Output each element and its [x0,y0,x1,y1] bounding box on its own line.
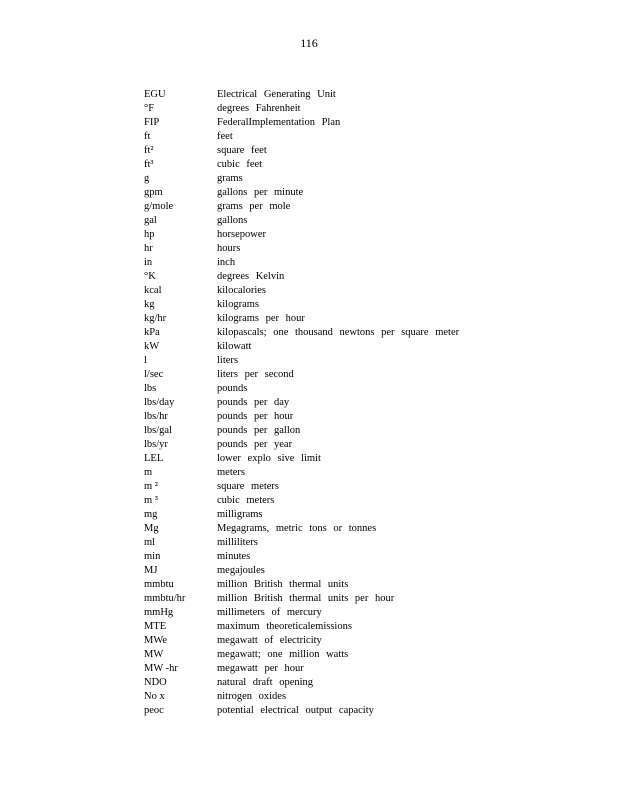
abbreviation-definition: megawatt of electricity [217,635,322,646]
abbreviation-term: MWe [144,635,168,646]
abbreviation-term: ft² [144,145,154,156]
abbreviation-definition: cubic feet [217,159,263,170]
abbreviation-definition: cubic meters [217,495,275,506]
abbreviation-term: gpm [144,187,163,198]
abbreviation-definition: natural draft opening [217,677,314,688]
abbreviation-definition: hours [217,243,241,254]
abbreviation-term: mmbtu/hr [144,593,186,604]
abbreviation-term: MJ [144,565,158,576]
abbreviation-term: EGU [144,89,166,100]
abbreviation-definition: kilowatt [217,341,252,352]
abbreviation-definition: pounds per hour [217,411,294,422]
abbreviation-row [144,452,584,466]
abbreviation-definition: grams [217,173,243,184]
abbreviation-term: lbs [144,383,157,394]
abbreviation-row [144,564,584,578]
abbreviation-definition: square feet [217,145,267,156]
abbreviation-term: m ³ [144,495,158,506]
abbreviation-definition: milligrams [217,509,263,520]
abbreviation-definition: milliliters [217,537,258,548]
abbreviation-term: Mg [144,523,159,534]
abbreviation-definition: degrees Kelvin [217,271,285,282]
abbreviation-term: kg [144,299,155,310]
abbreviation-definition: liters per second [217,369,294,380]
abbreviation-row [144,592,584,606]
abbreviation-definition: pounds per day [217,397,290,408]
abbreviation-term: MTE [144,621,167,632]
abbreviation-row [144,228,584,242]
abbreviation-definition: meters [217,467,245,478]
abbreviation-definition: million British thermal units [217,579,349,590]
abbreviation-term: ft³ [144,159,154,170]
abbreviation-definition: megawatt per hour [217,663,304,674]
abbreviation-definition: million British thermal units per hour [217,593,395,604]
abbreviation-term: gal [144,215,157,226]
abbreviation-definition: nitrogen oxides [217,691,287,702]
abbreviation-definition: gallons per minute [217,187,304,198]
abbreviation-row [144,466,584,480]
abbreviation-term: kg/hr [144,313,167,324]
abbreviation-term: m ² [144,481,158,492]
abbreviation-row [144,494,584,508]
abbreviation-row [144,410,584,424]
abbreviation-term: ml [144,537,156,548]
abbreviation-row [144,88,584,102]
abbreviation-term: hp [144,229,155,240]
abbreviation-row [144,186,584,200]
abbreviation-row [144,256,584,270]
abbreviation-definition: kilocalories [217,285,266,296]
abbreviation-term: kcal [144,285,162,296]
abbreviation-row [144,158,584,172]
abbreviation-definition: Megagrams, metric tons or tonnes [217,523,377,534]
abbreviation-term: lbs/yr [144,439,168,450]
abbreviation-term: peoc [144,705,164,716]
abbreviation-definition: degrees Fahrenheit [217,103,301,114]
abbreviation-row [144,368,584,382]
abbreviation-row [144,340,584,354]
abbreviation-row [144,536,584,550]
abbreviation-row [144,438,584,452]
abbreviation-definition: kilograms per hour [217,313,305,324]
abbreviation-term: g [144,173,150,184]
abbreviation-row [144,690,584,704]
abbreviation-term: No x [144,691,165,702]
abbreviation-term: m [144,467,153,478]
abbreviation-list [144,88,584,718]
abbreviation-row [144,396,584,410]
abbreviation-row [144,298,584,312]
abbreviation-term: min [144,551,161,562]
abbreviation-definition: feet [217,131,233,142]
abbreviation-term: hr [144,243,153,254]
abbreviation-definition: maximum theoreticalemissions [217,621,352,632]
abbreviation-definition: grams per mole [217,201,291,212]
abbreviation-term: kW [144,341,160,352]
abbreviation-row [144,648,584,662]
abbreviation-row [144,326,584,340]
abbreviation-row [144,704,584,718]
abbreviation-row [144,284,584,298]
abbreviation-row [144,606,584,620]
abbreviation-term: lbs/gal [144,425,172,436]
abbreviation-row [144,270,584,284]
abbreviation-definition: square meters [217,481,280,492]
abbreviation-definition: kilopascals; one thousand newtons per square meter [217,327,460,338]
abbreviation-definition: minutes [217,551,251,562]
abbreviation-term: kPa [144,327,160,338]
abbreviation-term: °F [144,103,155,114]
abbreviation-definition: pounds per gallon [217,425,301,436]
abbreviation-definition: kilograms [217,299,259,310]
abbreviation-term: mmHg [144,607,174,618]
abbreviation-definition: pounds per year [217,439,293,450]
abbreviation-definition: liters [217,355,238,366]
abbreviation-row [144,130,584,144]
abbreviation-row [144,312,584,326]
abbreviation-row [144,382,584,396]
abbreviation-term: °K [144,271,156,282]
abbreviation-definition: potential electrical output capacity [217,705,374,716]
abbreviation-row [144,424,584,438]
page-number: 116 [300,36,318,50]
abbreviation-term: l [144,355,147,366]
abbreviation-row [144,508,584,522]
abbreviation-definition: gallons [217,215,248,226]
abbreviation-term: NDO [144,677,167,688]
abbreviation-term: mmbtu [144,579,174,590]
abbreviation-row [144,578,584,592]
abbreviation-term: FIP [144,117,160,128]
abbreviation-term: MW [144,649,164,660]
abbreviation-definition: FederalImplementation Plan [217,117,341,128]
abbreviation-term: lbs/day [144,397,175,408]
abbreviation-definition: inch [217,257,236,268]
abbreviation-definition: megawatt; one million watts [217,649,349,660]
abbreviation-definition: millimeters of mercury [217,607,322,618]
abbreviation-term: ft [144,131,151,142]
abbreviation-row [144,354,584,368]
abbreviation-definition: megajoules [217,565,265,576]
abbreviation-row [144,676,584,690]
abbreviation-term: MW -hr [144,663,178,674]
abbreviation-term: l/sec [144,369,164,380]
abbreviation-term: in [144,257,153,268]
abbreviation-term: mg [144,509,158,520]
abbreviation-row [144,620,584,634]
abbreviation-term: g/mole [144,201,174,212]
abbreviation-row [144,634,584,648]
abbreviation-row [144,522,584,536]
abbreviation-definition: Electrical Generating Unit [217,89,336,100]
abbreviation-definition: pounds [217,383,248,394]
abbreviation-row [144,116,584,130]
abbreviation-term: LEL [144,453,164,464]
abbreviation-definition: horsepower [217,229,266,240]
abbreviation-definition: lower explo sive limit [217,453,321,464]
abbreviation-row [144,102,584,116]
abbreviation-row [144,172,584,186]
abbreviation-row [144,550,584,564]
abbreviation-row [144,200,584,214]
abbreviation-row [144,144,584,158]
abbreviation-row [144,662,584,676]
abbreviation-row [144,480,584,494]
abbreviation-row [144,214,584,228]
abbreviation-row [144,242,584,256]
abbreviation-term: lbs/hr [144,411,168,422]
